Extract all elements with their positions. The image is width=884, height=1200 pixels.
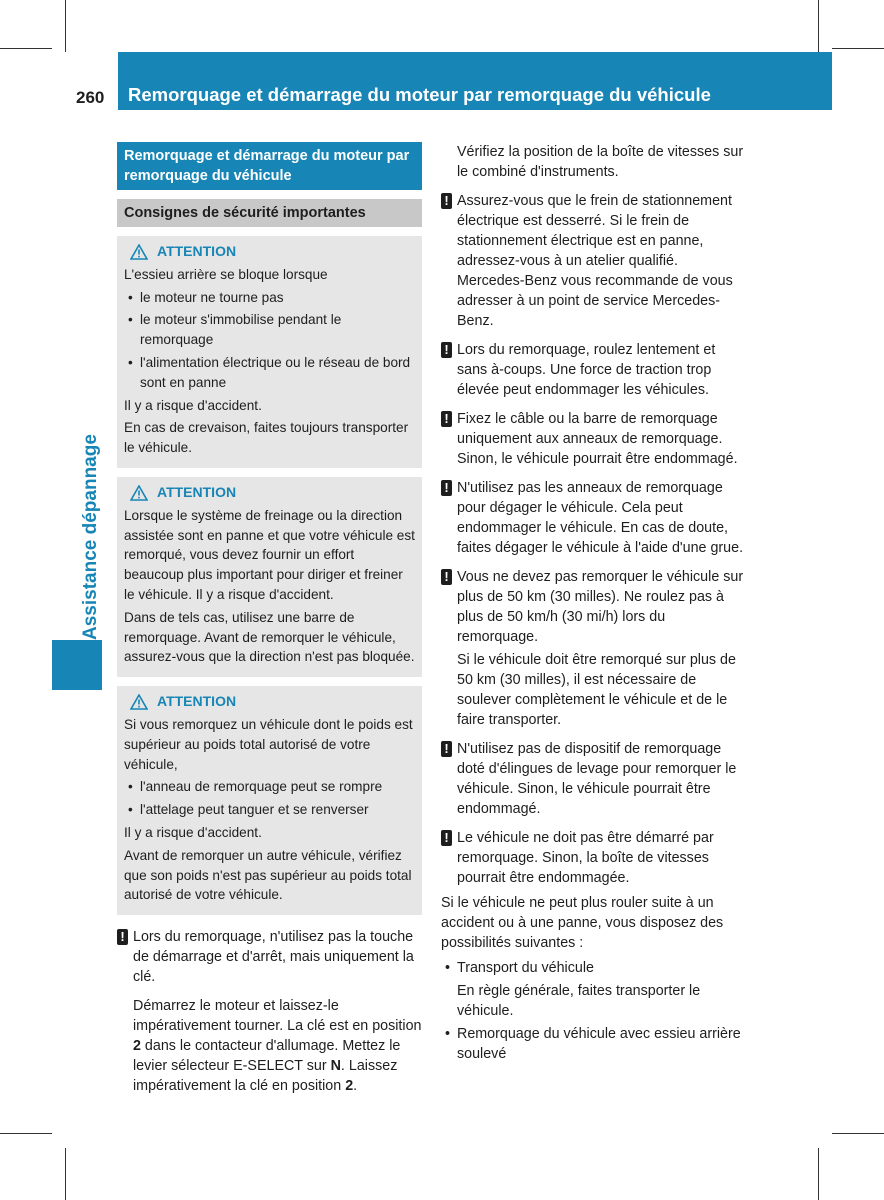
note-text: Assurez-vous que le frein de stationnement électrique est desserré. Si le frein de stationnement électrique est en panne, adressez-vous à un atelier qualifié. Mercedes-Benz vous recommande de vous adresser à un point de service Mercedes-Benz. bbox=[457, 193, 733, 329]
crop-mark bbox=[818, 1148, 819, 1200]
warning-text: Lorsque le système de freinage ou la direction assistée sont en panne et que votre véhicule est remorqué, vous devez fournir un effort beaucoup plus important pour diriger et freiner le véhicule. Il y a risque d'accident. bbox=[124, 507, 415, 602]
note-text: N'utilisez pas de dispositif de remorquage doté d'élingues de levage pour remorquer le véhicule. Sinon, le véhicule pourrait être endommagé. bbox=[457, 741, 737, 817]
list-item: • l'anneau de remorquage peut se rompre bbox=[124, 777, 415, 797]
crop-mark bbox=[832, 1133, 884, 1134]
paragraph: Si le véhicule ne peut plus rouler suite à un accident ou à une panne, vous disposez des possibilités suivantes : bbox=[441, 895, 724, 951]
crop-mark bbox=[65, 1148, 66, 1200]
exclamation-icon: ! bbox=[441, 569, 452, 585]
subsection-title: Consignes de sécurité importantes bbox=[117, 199, 422, 227]
warning-label: ATTENTION bbox=[157, 483, 237, 500]
note-item bbox=[441, 409, 749, 469]
exclamation-icon: ! bbox=[441, 193, 452, 209]
warning-triangle-icon bbox=[130, 694, 148, 710]
exclamation-icon: ! bbox=[441, 741, 452, 757]
list-item: • Transport du véhicule bbox=[441, 958, 749, 978]
note-text: Lors du remorquage, roulez lentement et sans à-coups. Une force de traction trop élevée peut endommager les véhicules. bbox=[457, 342, 716, 398]
note-text: N'utilisez pas les anneaux de remorquage pour dégager le véhicule. Cela peut endommager le véhicule. En cas de doute, faites dégager le véhicule à l'aide d'une grue. bbox=[457, 480, 744, 556]
crop-mark bbox=[0, 1133, 52, 1134]
warning-list bbox=[124, 777, 415, 820]
note-item bbox=[441, 340, 749, 400]
text: . Laissez impérativement la clé en position bbox=[133, 1058, 398, 1095]
note-continuation: Si le véhicule doit être remorqué sur plus de 50 km (30 milles), il est nécessaire de soulever complètement le véhicule et de le faire transporter. bbox=[457, 652, 736, 728]
warning-text: Il y a risque d'accident. bbox=[124, 824, 262, 840]
header-title: Remorquage et démarrage du moteur par remorquage du véhicule bbox=[128, 84, 711, 105]
warning-triangle-icon bbox=[130, 244, 148, 260]
list-item: • l'attelage peut tanguer et se renverser bbox=[124, 800, 415, 820]
warning-box bbox=[117, 477, 422, 677]
warning-text: Dans de tels cas, utilisez une barre de remorquage. Avant de remorquer le véhicule, assurez-vous que la direction n'est pas bloquée. bbox=[124, 609, 415, 665]
warning-heading bbox=[124, 483, 415, 503]
text: Démarrez le moteur et laissez-le impérativement tourner. La clé est en position bbox=[133, 998, 422, 1035]
page-number: 260 bbox=[52, 52, 112, 110]
list-item-description: En règle générale, faites transporter le véhicule. bbox=[457, 983, 701, 1019]
crop-mark bbox=[0, 48, 52, 49]
list-item: • Remorquage du véhicule avec essieu arrière soulevé bbox=[441, 1024, 749, 1064]
note-item bbox=[441, 739, 749, 819]
bold-text: 2 bbox=[345, 1078, 354, 1095]
bold-text: 2 bbox=[133, 1038, 141, 1055]
note-continuation bbox=[117, 996, 422, 1096]
note-item bbox=[441, 478, 749, 558]
warning-text: En cas de crevaison, faites toujours transporter le véhicule. bbox=[124, 420, 409, 456]
note-item bbox=[117, 927, 422, 987]
crop-mark bbox=[65, 0, 66, 52]
warning-heading bbox=[124, 242, 415, 262]
text: dans le contacteur d'allumage. Mettez le levier sélecteur E-SELECT sur bbox=[133, 1038, 401, 1075]
list-item: • le moteur ne tourne pas bbox=[124, 288, 415, 308]
exclamation-icon: ! bbox=[441, 411, 452, 427]
note-item bbox=[441, 191, 749, 331]
bold-text: N bbox=[330, 1058, 341, 1075]
note-item bbox=[441, 567, 749, 647]
list-item: • le moteur s'immobilise pendant le remorquage bbox=[124, 310, 415, 350]
right-column bbox=[441, 142, 749, 1067]
warning-list bbox=[124, 288, 415, 393]
notes bbox=[117, 927, 422, 1096]
note-text: Vous ne devez pas remorquer le véhicule sur plus de 50 km (30 milles). Ne roulez pas à plus de 50 km/h (30 mi/h) lors du remorquage. bbox=[457, 569, 744, 645]
note-text: Fixez le câble ou la barre de remorquage uniquement aux anneaux de remorquage. Sinon, le véhicule pourrait être endommagé. bbox=[457, 411, 738, 467]
side-tab-label: Assistance dépannage bbox=[80, 434, 101, 640]
note-text: Lors du remorquage, n'utilisez pas la touche de démarrage et d'arrêt, mais uniquement la clé. bbox=[133, 929, 414, 986]
warning-label: ATTENTION bbox=[157, 693, 237, 710]
crop-mark bbox=[818, 0, 819, 52]
side-tab-marker bbox=[52, 640, 102, 690]
note-text: Le véhicule ne doit pas être démarré par remorquage. Sinon, la boîte de vitesses pourrait être endommagée. bbox=[457, 830, 714, 886]
exclamation-icon: ! bbox=[441, 480, 452, 496]
exclamation-icon: ! bbox=[441, 342, 452, 358]
warning-text: Si vous remorquez un véhicule dont le poids est supérieur au poids total autorisé de votre véhicule, bbox=[124, 716, 413, 772]
note-continuation: Vérifiez la position de la boîte de vitesses sur le combiné d'instruments. bbox=[457, 144, 744, 180]
warning-triangle-icon bbox=[130, 485, 148, 501]
exclamation-icon: ! bbox=[441, 830, 452, 846]
note-item bbox=[441, 828, 749, 888]
exclamation-icon: ! bbox=[117, 929, 128, 945]
warning-label: ATTENTION bbox=[157, 243, 237, 259]
crop-mark bbox=[832, 48, 884, 49]
warning-box bbox=[117, 236, 422, 468]
text: . bbox=[353, 1078, 358, 1095]
warning-text: L'essieu arrière se bloque lorsque bbox=[124, 266, 328, 282]
warning-text: Avant de remorquer un autre véhicule, vérifiez que son poids n'est pas supérieur au poids total autorisé de votre véhicule. bbox=[124, 847, 412, 903]
list-item: • l'alimentation électrique ou le réseau de bord sont en panne bbox=[124, 353, 415, 393]
warning-box bbox=[117, 686, 422, 915]
warning-heading bbox=[124, 692, 415, 712]
warning-text: Il y a risque d'accident. bbox=[124, 397, 262, 413]
left-column bbox=[117, 142, 422, 1096]
section-title: Remorquage et démarrage du moteur par remorquage du véhicule bbox=[117, 142, 422, 190]
